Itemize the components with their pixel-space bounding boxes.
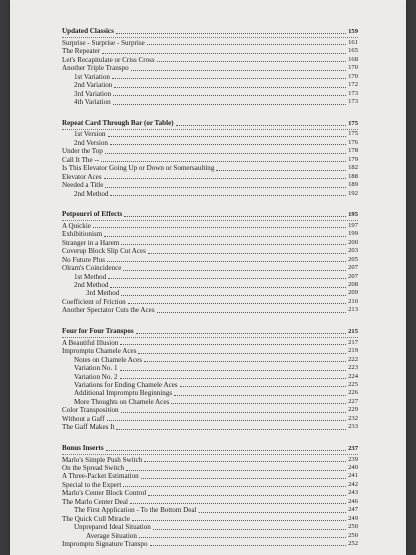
heading-rule (62, 220, 358, 221)
toc-section (62, 119, 358, 199)
dot-leader (153, 529, 346, 530)
section-title: Potpourri of Effects (62, 210, 123, 218)
dot-leader (105, 153, 346, 154)
dot-leader (123, 486, 346, 487)
entry-title: Marlo's Center Block Control (62, 489, 147, 498)
toc-entry (62, 239, 358, 247)
entry-title: The Repeater (62, 47, 101, 56)
dot-leader (148, 253, 346, 254)
entry-page: 208 (348, 281, 358, 289)
entry-page: 227 (348, 397, 358, 405)
toc-entry (62, 523, 358, 531)
toc-section (62, 327, 358, 432)
toc-entry (62, 247, 358, 255)
dot-leader (104, 236, 346, 237)
entry-title: Impromptu Signature Transpo (62, 539, 148, 548)
entry-page: 197 (348, 221, 358, 229)
dot-leader (157, 312, 347, 313)
entry-title: Needed a Title (62, 181, 104, 190)
entry-page: 188 (348, 172, 358, 180)
toc-entry (62, 298, 358, 306)
entry-page: 250 (348, 523, 358, 531)
toc-entry (62, 56, 358, 64)
toc-section (62, 444, 358, 549)
toc-entry (62, 81, 358, 89)
entry-page: 173 (348, 98, 358, 106)
entry-title: Additional Impromptu Beginnings (74, 389, 173, 398)
heading-rule (62, 337, 358, 338)
entry-title: Variation No. 2 (74, 372, 118, 381)
entry-page: 233 (348, 423, 358, 431)
table-of-contents (62, 27, 358, 548)
entry-page: 222 (348, 355, 358, 363)
entry-page: 239 (348, 455, 358, 463)
dot-leader (116, 33, 346, 34)
dot-leader (171, 403, 346, 404)
dot-leader (130, 503, 346, 504)
toc-entry (62, 222, 358, 230)
toc-entry (62, 281, 358, 289)
toc-entry (62, 347, 358, 355)
entry-title: Variations for Ending Chamele Aces (74, 380, 178, 389)
section-heading (62, 327, 358, 336)
dot-leader (150, 545, 347, 546)
heading-rule (62, 129, 358, 130)
entry-title: Let's Recapitulate or Criss Cross (62, 55, 155, 64)
section-heading (62, 27, 358, 36)
entry-title: Marlo's Simple Push Switch (62, 455, 143, 464)
entry-page: 170 (348, 64, 358, 72)
toc-entry (62, 39, 358, 47)
dot-leader (104, 178, 347, 179)
entry-title: A Quickie (62, 221, 91, 230)
dot-leader (121, 412, 347, 413)
dot-leader (139, 537, 346, 538)
dot-leader (132, 520, 346, 521)
entry-title: Color Transposition (62, 406, 119, 415)
toc-entry (62, 181, 358, 189)
section-title: Updated Classics (62, 27, 114, 35)
toc-entry (62, 164, 358, 172)
dot-leader (113, 104, 346, 105)
dot-leader (199, 512, 347, 513)
dot-leader (110, 195, 346, 196)
toc-entry (62, 147, 358, 155)
toc-entry (62, 98, 358, 106)
entry-page: 247 (348, 506, 358, 514)
dot-leader (106, 450, 347, 451)
toc-entry (62, 64, 358, 72)
entry-title: Notes on Chamele Aces (74, 355, 142, 364)
entry-page: 223 (348, 364, 358, 372)
dot-leader (124, 216, 346, 217)
toc-entry (62, 90, 358, 98)
entry-title: More Thoughts on Chamele Aces (74, 397, 170, 406)
toc-entry (62, 398, 358, 406)
entry-page: 189 (348, 181, 358, 189)
section-page: 175 (348, 119, 358, 127)
entry-page: 179 (348, 155, 358, 163)
entry-title: 2nd Method (74, 189, 109, 198)
dot-leader (147, 44, 346, 45)
heading-rule (62, 37, 358, 38)
toc-entry (62, 540, 358, 548)
toc-entry (62, 489, 358, 497)
dot-leader (116, 429, 346, 430)
section-page: 215 (348, 327, 358, 335)
toc-entry (62, 273, 358, 281)
section-heading (62, 444, 358, 453)
toc-entry (62, 264, 358, 272)
toc-entry (62, 515, 358, 523)
entry-title: On the Spread Switch (62, 464, 125, 473)
toc-entry (62, 381, 358, 389)
entry-title: Elevator Aces (62, 172, 102, 181)
dot-leader (120, 378, 347, 379)
toc-entry (62, 415, 358, 423)
dot-leader (102, 53, 346, 54)
toc-entry (62, 373, 358, 381)
section-title: Repeat Card Through Bar (or Table) (62, 118, 174, 127)
section-page: 159 (348, 28, 358, 35)
entry-title: The First Application - To the Bottom Deal (74, 506, 197, 515)
dot-leader (131, 70, 346, 71)
toc-entry (62, 173, 358, 181)
entry-title: Exhibitionism (62, 230, 103, 239)
entry-page: 178 (348, 147, 358, 155)
entry-title: The Quick Cull Miracle (62, 514, 130, 523)
dot-leader (123, 270, 346, 271)
toc-section (62, 27, 358, 107)
dot-leader (121, 295, 346, 296)
entry-title: 1st Version (74, 130, 106, 139)
dot-leader (136, 333, 346, 334)
toc-entry (62, 423, 358, 431)
entry-title: Surprise - Surprise - Surprise (62, 38, 145, 47)
toc-entry (62, 498, 358, 506)
entry-page: 168 (348, 55, 358, 63)
entry-page: 217 (348, 338, 358, 346)
toc-entry (62, 356, 358, 364)
section-page: 195 (348, 211, 358, 218)
dot-leader (176, 125, 346, 126)
section-title: Four for Four Transpos (62, 326, 134, 335)
heading-rule (62, 454, 358, 455)
section-heading (62, 210, 358, 219)
entry-page: 200 (348, 238, 358, 246)
entry-title: Another Spectator Cuts the Aces (62, 306, 155, 315)
toc-entry (62, 464, 358, 472)
entry-title: 2nd Version (74, 138, 108, 147)
entry-page: 203 (348, 247, 358, 255)
entry-page: 241 (348, 472, 358, 480)
entry-title: 3rd Variation (74, 89, 112, 98)
dot-leader (108, 278, 346, 279)
dot-leader (108, 136, 347, 137)
entry-title: Stranger in a Harem (62, 238, 120, 247)
dot-leader (101, 161, 346, 162)
entry-page: 242 (348, 480, 358, 488)
dot-leader (121, 244, 346, 245)
toc-entry (62, 364, 358, 372)
entry-page: 199 (348, 230, 358, 238)
entry-page: 225 (348, 380, 358, 388)
entry-title: Unprepared Ideal Situation (74, 523, 151, 532)
entry-title: The Gaff Makes It (62, 423, 115, 432)
toc-entry (62, 532, 358, 540)
toc-section (62, 210, 358, 315)
entry-page: 219 (348, 347, 358, 355)
dot-leader (120, 344, 346, 345)
entry-title: Without a Gaff (62, 414, 105, 423)
entry-title: A Three-Packet Estimation (62, 472, 139, 481)
toc-entry (62, 230, 358, 238)
entry-title: The Marlo Center Deal (62, 497, 128, 506)
entry-page: 249 (348, 514, 358, 522)
dot-leader (114, 87, 346, 88)
dot-leader (93, 227, 346, 228)
dot-leader (112, 78, 346, 79)
entry-page: 209 (348, 289, 358, 297)
entry-title: No Future Plus (62, 255, 105, 264)
entry-page: 226 (348, 389, 358, 397)
toc-entry (62, 156, 358, 164)
dot-leader (128, 303, 346, 304)
dot-leader (110, 144, 346, 145)
entry-title: Another Triple Transpo (62, 64, 129, 73)
toc-entry (62, 131, 358, 139)
section-page: 237 (348, 444, 358, 452)
dot-leader (120, 370, 347, 371)
toc-entry (62, 73, 358, 81)
dot-leader (174, 395, 346, 396)
toc-entry (62, 481, 358, 489)
toc-entry (62, 389, 358, 397)
entry-page: 250 (348, 531, 358, 539)
entry-page: 205 (348, 255, 358, 263)
toc-entry (62, 456, 358, 464)
entry-title: 4th Variation (74, 98, 111, 107)
dot-leader (107, 261, 346, 262)
section-title: Bonus Inserts (62, 443, 104, 452)
dot-leader (113, 95, 346, 96)
dot-leader (144, 461, 346, 462)
toc-entry (62, 256, 358, 264)
dot-leader (105, 187, 346, 188)
dot-leader (148, 495, 346, 496)
dot-leader (107, 420, 347, 421)
entry-page: 240 (348, 464, 358, 472)
entry-title: Special to the Expert (62, 480, 122, 489)
entry-title: Coverup Block Slip Cut Aces (62, 247, 146, 256)
entry-page: 176 (348, 138, 358, 146)
entry-page: 161 (348, 38, 358, 46)
toc-entry (62, 339, 358, 347)
entry-title: Is This Elevator Going Up or Down or Somersaulting (62, 164, 215, 173)
entry-page: 246 (348, 497, 358, 505)
entry-page: 175 (348, 130, 358, 138)
entry-title: 1st Variation (74, 72, 110, 81)
entry-title: Average Situation (86, 531, 137, 540)
entry-page: 165 (348, 47, 358, 55)
entry-page: 213 (348, 306, 358, 314)
toc-entry (62, 506, 358, 514)
entry-page: 172 (348, 81, 358, 89)
entry-page: 210 (348, 297, 358, 305)
entry-title: 2nd Method (74, 281, 109, 290)
entry-title: Call It The -- (62, 155, 100, 164)
dot-leader (141, 478, 346, 479)
entry-title: 1st Method (74, 272, 107, 281)
toc-entry (62, 47, 358, 55)
toc-entry (62, 139, 358, 147)
entry-page: 192 (348, 189, 358, 197)
entry-page: 252 (348, 539, 358, 547)
entry-title: Variation No. 1 (74, 364, 118, 373)
dot-leader (157, 61, 346, 62)
toc-entry (62, 473, 358, 481)
entry-title: Under the Top (62, 147, 103, 156)
dot-leader (180, 386, 346, 387)
toc-entry (62, 290, 358, 298)
dot-leader (144, 361, 346, 362)
toc-entry (62, 406, 358, 414)
entry-page: 229 (348, 406, 358, 414)
entry-page: 182 (348, 164, 358, 172)
entry-page: 232 (348, 414, 358, 422)
entry-page: 170 (348, 72, 358, 80)
dot-leader (110, 287, 346, 288)
dot-leader (126, 470, 346, 471)
toc-entry (62, 190, 358, 198)
entry-page: 243 (348, 489, 358, 497)
entry-page: 224 (348, 372, 358, 380)
entry-title: A Beautiful Illusion (62, 338, 119, 347)
entry-title: 3rd Method (86, 289, 120, 298)
entry-page: 173 (348, 89, 358, 97)
dot-leader (216, 170, 346, 171)
entry-title: Olram's Coincidence (62, 264, 122, 273)
book-page (10, 0, 406, 555)
entry-title: Impromptu Chamele Aces (62, 347, 137, 356)
dot-leader (138, 353, 346, 354)
toc-entry (62, 306, 358, 314)
entry-page: 207 (348, 264, 358, 272)
entry-title: 2nd Variation (74, 81, 113, 90)
entry-title: Coefficient of Friction (62, 297, 126, 306)
section-heading (62, 119, 358, 128)
entry-page: 207 (348, 272, 358, 280)
